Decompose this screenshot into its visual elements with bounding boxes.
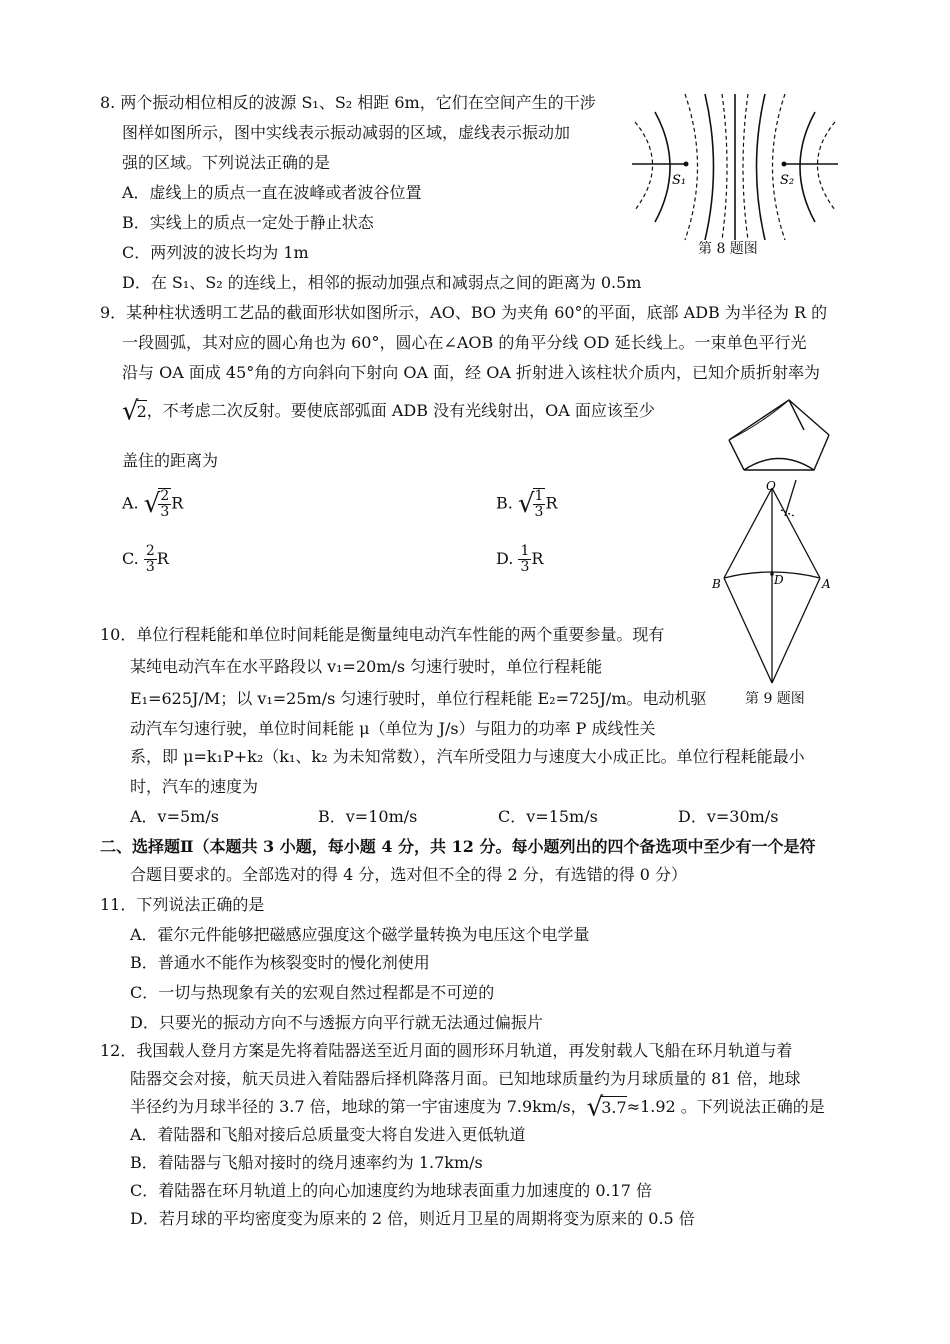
q8-option-b: B．实线上的质点一定处于静止状态	[122, 213, 374, 232]
q10-option-b: B．v=10m/s	[318, 807, 418, 826]
q9-figure-caption: 第 9 题图	[745, 691, 805, 707]
q12-stem-3: 半径约为月球半径的 3.7 倍，地球的第一宇宙速度为 7.9km/s，√3.7≈1.92 。下列说法正确的是	[130, 1092, 825, 1123]
q10-option-c: C．v=15m/s	[498, 807, 598, 826]
q8-option-c: C．两列波的波长均为 1m	[122, 243, 309, 262]
q10-stem-2: 某纯电动汽车在水平路段以 v₁=20m/s 匀速行驶时，单位行程耗能	[130, 657, 603, 676]
section-2-heading-1: 二、选择题Ⅱ（本题共 3 小题，每小题 4 分，共 12 分。每小题列出的四个备选项中至少有一个是符	[100, 837, 816, 856]
label-s1: S₁	[672, 173, 687, 188]
q9-cross-section-figure	[710, 478, 840, 688]
q9-stem-4: √2，不考虑二次反射。要使底部弧面 ADB 没有光线射出，OA 面应该至少	[122, 396, 655, 427]
sqrt-3-7: √3.7	[586, 1092, 627, 1123]
q12-stem-2: 陆器交会对接，航天员进入着陆器后择机降落月面。已知地球质量约为月球质量的 81 倍，地球	[130, 1069, 801, 1088]
section-2-heading-2: 合题目要求的。全部选对的得 4 分，选对但不全的得 2 分，有选错的得 0 分）	[130, 865, 688, 884]
label-s2: S₂	[780, 173, 795, 188]
label-d: D	[774, 573, 784, 587]
q9-option-a: A. √ $\frac{2}{3}$ R	[122, 488, 184, 520]
label-o: O	[766, 479, 776, 493]
q10-stem-5: 系，即 μ=k₁P+k₂（k₁、k₂ 为未知常数），汽车所受阻力与速度大小成正比。单位行程耗能最小	[130, 747, 805, 766]
q12-option-b: B．着陆器与飞船对接时的绕月速率约为 1.7km/s	[130, 1153, 483, 1172]
q10-option-d: D．v=30m/s	[678, 807, 779, 826]
sqrt-2: √2	[122, 396, 147, 427]
q8-stem-3: 强的区域。下列说法正确的是	[122, 153, 331, 172]
q12-option-a: A．着陆器和飞船对接后总质量变大将自发进入更低轨道	[130, 1125, 526, 1144]
q12-option-c: C．着陆器在环月轨道上的向心加速度约为地球表面重力加速度的 0.17 倍	[130, 1181, 653, 1200]
q11-option-c: C．一切与热现象有关的宏观自然过程都是不可逆的	[130, 983, 495, 1002]
q11-option-b: B．普通水不能作为核裂变时的慢化剂使用	[130, 953, 430, 972]
q8-option-d: D．在 S₁、S₂ 的连线上，相邻的振动加强点和减弱点之间的距离为 0.5m	[122, 273, 642, 292]
q9-option-d: D. $\frac{1}{3}$ R	[496, 543, 544, 575]
q8-figure-caption: 第 8 题图	[698, 241, 758, 257]
q12-option-d: D．若月球的平均密度变为原来的 2 倍，则近月卫星的周期将变为原来的 0.5 倍	[130, 1209, 695, 1228]
q9-stem-3: 沿与 OA 面成 45°角的方向斜向下射向 OA 面，经 OA 折射进入该柱状介质内，已知介质折射率为	[122, 363, 820, 382]
q10-stem-4: 动汽车匀速行驶，单位时间耗能 μ（单位为 J/s）与阻力的功率 P 成线性关	[130, 719, 656, 738]
q9-prism-3d-figure	[724, 395, 834, 475]
q8-option-a: A．虚线上的质点一直在波峰或者波谷位置	[122, 183, 422, 202]
q11-stem: 11．下列说法正确的是	[100, 895, 265, 914]
q12-stem-1: 12．我国载人登月方案是先将着陆器送至近月面的圆形环月轨道，再发射载人飞船在环月轨道与着	[100, 1041, 793, 1060]
label-b: B	[712, 577, 721, 591]
q10-stem-6: 时，汽车的速度为	[130, 777, 259, 796]
q11-option-a: A．霍尔元件能够把磁感应强度这个磁学量转换为电压这个电学量	[130, 925, 590, 944]
q9-stem-1: 9．某种柱状透明工艺品的截面形状如图所示，AO、BO 为夹角 60°的平面，底部 ADB 为半径为 R 的	[100, 303, 828, 322]
q9-option-c: C. $\frac{2}{3}$ R	[122, 543, 169, 575]
label-a: A	[822, 577, 831, 591]
q8-interference-figure	[630, 92, 840, 242]
q10-stem-3: E₁=625J/M；以 v₁=25m/s 匀速行驶时，单位行程耗能 E₂=725J/m。电动机驱	[130, 689, 707, 708]
q9-option-b: B. √ $\frac{1}{3}$ R	[496, 488, 558, 520]
q9-stem-5: 盖住的距离为	[122, 451, 219, 470]
q8-stem-2: 图样如图所示，图中实线表示振动减弱的区域，虚线表示振动加	[122, 123, 571, 142]
q10-stem-1: 10．单位行程耗能和单位时间耗能是衡量纯电动汽车性能的两个重要参量。现有	[100, 625, 665, 644]
q8-stem-1: 8. 两个振动相位相反的波源 S₁、S₂ 相距 6m，它们在空间产生的干涉	[100, 93, 596, 112]
q11-option-d: D．只要光的振动方向不与透振方向平行就无法通过偏振片	[130, 1013, 543, 1032]
q9-stem-2: 一段圆弧，其对应的圆心角也为 60°，圆心在∠AOB 的角平分线 OD 延长线上。一束单色平行光	[122, 333, 807, 352]
q10-option-a: A．v=5m/s	[130, 807, 219, 826]
